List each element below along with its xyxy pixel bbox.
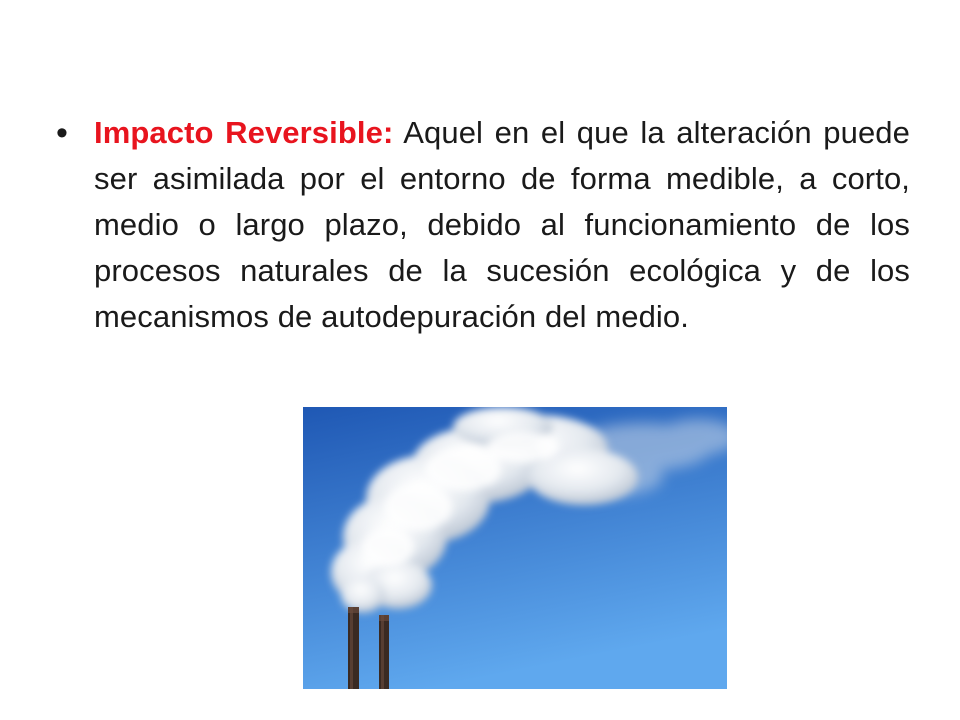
smokestack-photo bbox=[303, 407, 727, 689]
bullet-item bbox=[56, 110, 910, 340]
bullet-definition: Aquel en el que la alteración puede ser asimilada por el entorno de forma medible, a corto, medio o largo plazo, debido al funcionamiento de los procesos naturales de la sucesión ecológica y de los mecanismos de autodepuración del medio. bbox=[94, 115, 910, 334]
chimney-left bbox=[348, 607, 359, 689]
bullet-paragraph bbox=[94, 110, 910, 340]
bullet-term: Impacto Reversible: bbox=[94, 115, 394, 150]
bullet-marker: • bbox=[56, 114, 68, 152]
